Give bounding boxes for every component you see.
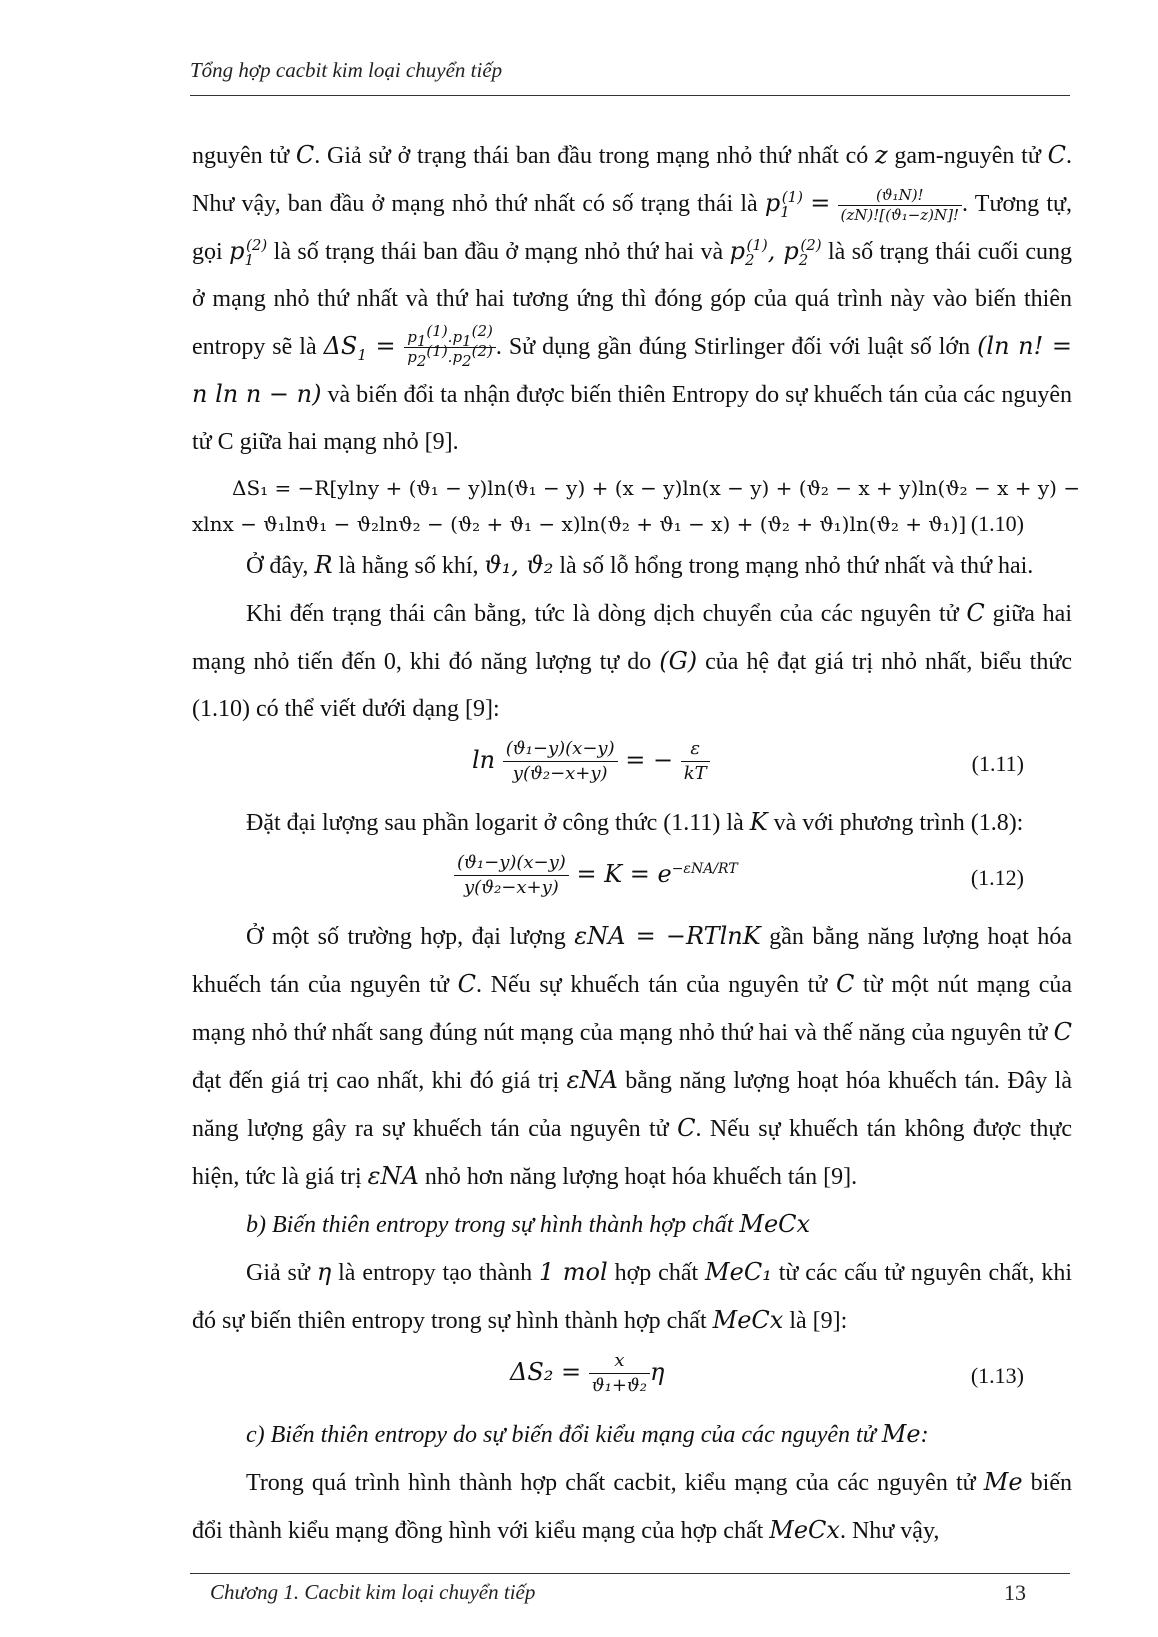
equation-number: (1.13) — [970, 1363, 1024, 1388]
equation-1-12: $\frac{\text{(ϑ₁−y)(x−y)}}{\text{y(ϑ₂−x+y)}}$ = $K = e^{-\varepsilon NA/RT}$ (1.12) — [192, 847, 1072, 913]
paragraph-constant-k: Đặt đại lượng sau phần logarit ở công thức (1.11) là K và với phương trình (1.8): — [246, 808, 1024, 836]
paragraph-equilibrium: Khi đến trạng thái cân bằng, tức là dòng dịch chuyển của các nguyên tử C giữa hai mạng nhỏ tiến đến 0, khi đó năng lượng tự do (G) của hệ đạt giá trị nhỏ nhất, biểu thức (1.10) có thể viết dưới dạng [9]: — [192, 599, 1072, 722]
paragraph-activation-energy: Ở một số trường hợp, đại lượng εNA = −RTlnK gần bằng năng lượng hoạt hóa khuếch tán của nguyên tử C. Nếu sự khuếch tán của nguyên tử C từ một nút mạng của mạng nhỏ thứ nhất sang đúng nút mạng của mạng nhỏ thứ hai và thế năng của nguyên tử C đạt đến giá trị cao nhất, khi đó giá trị εNA bằng năng lượng hoạt hóa khuếch tán. Đây là năng lượng gây ra sự khuếch tán của nguyên tử C. Nếu sự khuếch tán không được thực hiện, tức là giá trị εNA nhỏ hơn năng lượng hoạt hóa khuếch tán [9]. — [192, 922, 1073, 1190]
equation-number: (1.11) — [971, 751, 1024, 776]
subheading-b: b) Biến thiên entropy trong sự hình thành hợp chất MeCx — [246, 1210, 811, 1238]
delta-s1-formula: $\Delta S_1$ = $\frac{p_1^{(1)}.p_1^{(2)}}{p_2^{(1)}.p_2^{(2)}}$ — [324, 332, 496, 360]
equation-1-10 — [192, 470, 1081, 542]
paragraph-gas-constant: Ở đây, R là hằng số khí, ϑ₁, ϑ₂ là số lỗ hổng trong mạng nhỏ thứ nhất và thứ hai. — [246, 551, 1034, 579]
fraction-p1: $\frac{\text{(ϑ₁N)!}}{\text{(zN)![(ϑ₁−z)N]!}}$ — [838, 186, 963, 225]
paragraph-formation-entropy: Giả sử η là entropy tạo thành 1 mol hợp chất MeC₁ từ các cấu tử nguyên chất, khi đó sự biến thiên entropy trong sự hình thành hợp chất MeCx là [9]: — [192, 1258, 1073, 1334]
equation-1-13: ΔS₂ = $\frac{x}{\text{ϑ₁+ϑ₂}}$ η (1.13) — [510, 1350, 1024, 1396]
equation-number: (1.12) — [970, 865, 1024, 890]
chapter-footer: Chương 1. Cacbit kim loại chuyển tiếp — [210, 1580, 536, 1604]
running-header: Tổng hợp cacbit kim loại chuyển tiếp — [190, 58, 503, 82]
p1-symbol: $p_1^{(1)}$ — [764, 188, 804, 221]
p1-2-symbol: $p_1^{(2)}$ — [229, 236, 268, 269]
header-rule — [190, 95, 1070, 96]
equation-1-10-line2: xlnx − ϑ₁lnϑ₁ − ϑ₂lnϑ₂ − (ϑ₂ + ϑ₁ − x)ln(ϑ₂ + ϑ₁ − x) + (ϑ₂ + ϑ₁)ln(ϑ₂ + ϑ₁)] (1.10) — [192, 506, 1072, 542]
page-body — [192, 132, 1081, 1555]
page-number: 13 — [1004, 1580, 1026, 1605]
paragraph-lattice-change: Trong quá trình hình thành hợp chất cacbit, kiểu mạng của các nguyên tử Me biến đổi thành kiểu mạng đồng hình với kiểu mạng của hợp chất MeCx. Như vậy, — [192, 1468, 1072, 1544]
paragraph-entropy-diffusion: nguyên tử C. Giả sử ở trạng thái ban đầu trong mạng nhỏ thứ nhất có z gam-nguyên tử C. Như vậy, ban đầu ở mạng nhỏ thứ nhất có số trạng thái là $p_1^{(1)}$ = $\frac{\text{(ϑ₁N)!}}{\text{(zN)![(ϑ₁−z)N]!}}$ . Tương tự, gọi $p_1^{(2)}$ là số trạng thái ban đầu ở mạng nhỏ thứ hai và $p_2^{(1)}$, $p_2^{(2)}$ là số trạng thái cuối cung ở mạng nhỏ thứ nhất và thứ hai tương ứng thì đóng góp của quá trình này vào biến thiên entropy sẽ là $\Delta S_1$ = $\frac{p_1^{(1)}.p_1^{(2)}}{p_2^{(1)}.p_2^{(2)}}$ . Sử dụng gần đúng Stirlinger đối với luật số lớn (ln n! = n ln n − n) và biến đổi ta nhận được biến thiên Entropy do sự khuếch tán của các nguyên tử C giữa hai mạng nhỏ [9]. — [192, 141, 1073, 455]
equation-1-10-line1: ΔS₁ = −R[ylny + (ϑ₁ − y)ln(ϑ₁ − y) + (x − y)ln(x − y) + (ϑ₂ − x + y)ln(ϑ₂ − x + y) − — [232, 476, 1081, 500]
subheading-c: c) Biến thiên entropy do sự biến đổi kiểu mạng của các nguyên tử Me: — [246, 1420, 929, 1448]
equation-1-11: ln $\frac{\text{(ϑ₁−y)(x−y)}}{\text{y(ϑ₂−x+y)}}$ = − $\frac{\varepsilon}{kT}$ (1.11) — [472, 738, 1024, 784]
stirling-formula: (ln n! = n ln n − n) — [192, 332, 1072, 408]
footer-rule — [190, 1573, 1070, 1574]
equation-number: (1.10) — [970, 511, 1024, 536]
p2-symbols: $p_2^{(1)}$, $p_2^{(2)}$ — [729, 236, 822, 269]
